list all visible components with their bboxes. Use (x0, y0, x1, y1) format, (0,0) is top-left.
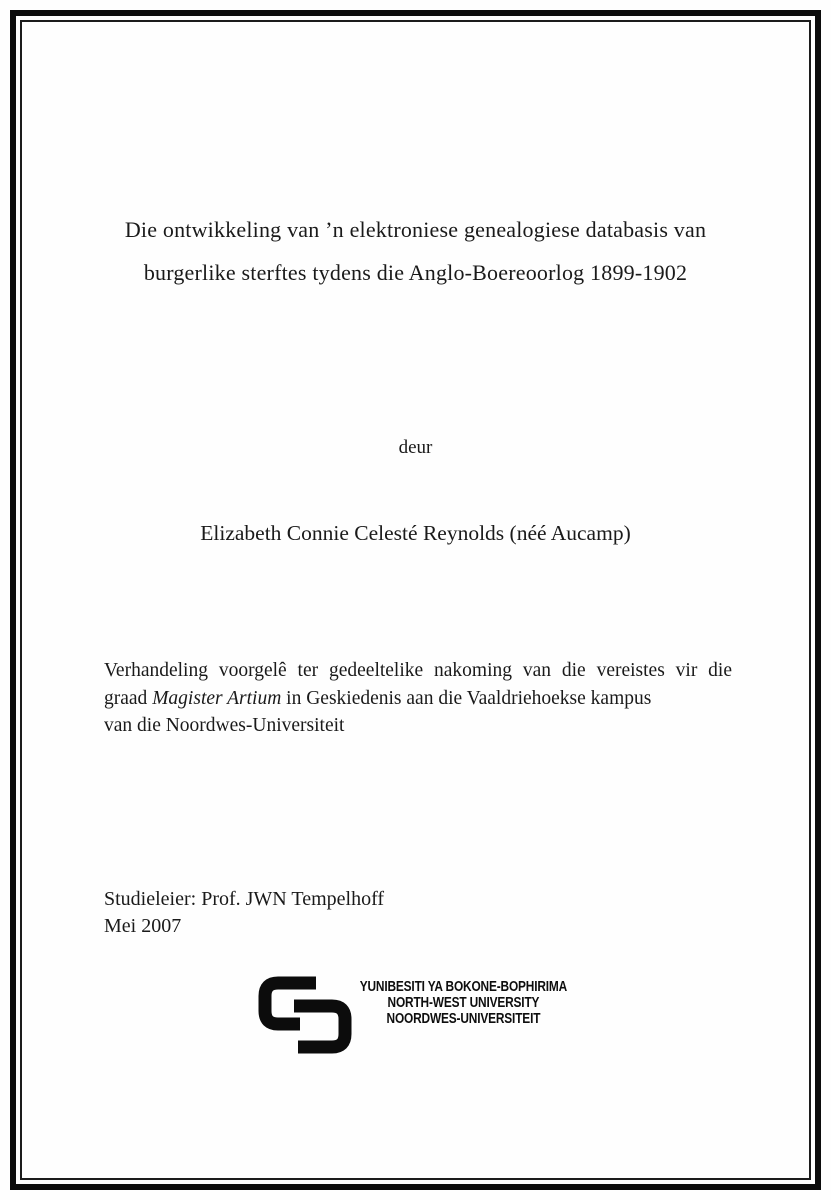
university-logo (256, 973, 618, 1057)
university-name-setswana: YUNIBESITI YA BOKONE-BOPHIRIMA (359, 979, 568, 995)
supervisor-line: Studieleier: Prof. JWN Tempelhoff (104, 888, 385, 910)
submission-line-2 (104, 685, 732, 713)
author-name: Elizabeth Connie Celesté Reynolds (néé Aucamp) (200, 521, 631, 545)
date-line: Mei 2007 (104, 914, 182, 937)
submission-line-3: van die Noordwes-Universiteit (104, 715, 345, 736)
university-name-english: NORTH-WEST UNIVERSITY (387, 995, 540, 1011)
university-name-afrikaans: NOORDWES-UNIVERSITEIT (386, 1011, 541, 1027)
thesis-title-line-2: burgerlike sterftes tydens die Anglo-Boereoorlog 1899-1902 (143, 260, 688, 285)
submission-line-2-pre: graad (104, 687, 153, 709)
thesis-title-line-1: Die ontwikkeling van ’n elektroniese genealogiese databasis van (124, 217, 707, 242)
submission-line-1: Verhandeling voorgelê ter gedeeltelike nakoming van die vereistes vir die (104, 660, 732, 681)
byline-deur: deur (398, 437, 433, 458)
nwu-chain-links-icon (256, 973, 353, 1057)
submission-line-2-post: in Geskiedenis aan die Vaaldriehoekse kampus (281, 687, 652, 709)
supervisor-and-date (104, 886, 384, 939)
thesis-title (70, 208, 761, 294)
university-logo-text (356, 979, 571, 1027)
submission-statement (104, 657, 732, 740)
degree-name-italic: Magister Artium (152, 687, 282, 709)
